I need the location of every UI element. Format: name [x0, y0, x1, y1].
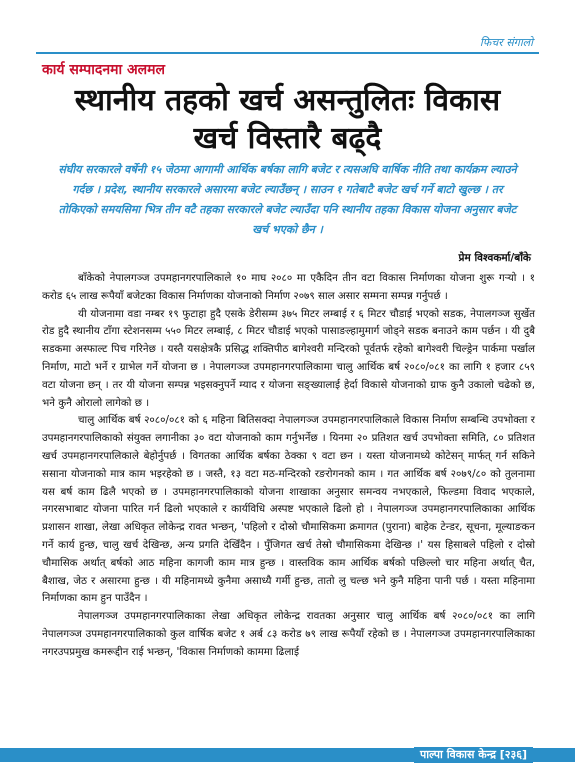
headline-line-1: स्थानीय तहको खर्च असन्तुलितः विकास	[74, 83, 501, 118]
paragraph-3: चालु आर्थिक बर्ष २०८०/०८१ को ६ महिना बितिसक्दा नेपालगञ्ज उपमहानगरपालिकाले विकास निर्माण सम्बन्धि उपभोक्ता र उपमहानगरपालिकाको संयुक्त लगानीका ३० वटा योजनाको काम गर्नुभर्नेछ । यिनमा २० प्रतिशत खर्च उपभोक्ता समिति, ८० प्रतिशत खर्च उपमहानगरपालिकाले बेहोर्नुपर्छ । विगतका आर्थिक बर्षका ठेक्का ९ वटा छन । यस्ता योजनामध्ये कोटेसन् मार्फत् गर्न सकिने ससाना योजनाको मात्र काम भइरहेको छ । जस्तै, १३ वटा मठ-मन्दिरको रङरोगनको काम । गत आर्थिक बर्ष २०७९/८० को तुलनामा यस बर्ष काम ढिलै भएको छ । उपमहानगरपालिकाको योजना शाखाका अनुसार समन्वय नभएकाले, फिल्डमा विवाद भएकाले, नगरसभाबाट योजना पारित गर्न ढिलो भएकाले र कार्यविधि अस्पष्ट भएकाले ढिलो हो । नेपालगञ्ज उपमहानगरपालिकाका आर्थिक प्रशासन शाखा, लेखा अधिकृत लोकेन्द्र रावत भन्छन्, 'पहिलो र दोस्रो चौमासिकमा क्रमागत (पुराना) बाहेक टेन्डर, सूचना, मूल्याङकन गर्ने कार्य हुन्छ, चालु खर्च देखिन्छ, अन्य प्रगति देखिँदैन । पुँजिगत खर्च तेस्रो चौमासिकमा देखिन्छ ।' यस हिसाबले पहिलो र दोस्रो चौमासिक अर्थात् बर्षको आठ महिना कागजी काम मात्र हुन्छ । वास्तविक काम आर्थिक बर्षको पछिल्लो चार महिना अर्थात् चैत, बैशाख, जेठ र असारमा हुन्छ । यी महिनामध्ये कुनैमा असाध्यै गर्मी हुन्छ, तातो लु चल्छ भने कुनै महिना पानी पर्छ । यस्ता महिनामा निर्माणका काम हुन पाउँदैन ।	[42, 414, 535, 605]
paragraph-1: बाँकेको नेपालगञ्ज उपमहानगरपालिकाले १० माघ २०८० मा एकैदिन तीन वटा विकास निर्माणका योजना शुरू गर्‍यो । १ करोड ६५ लाख रूपैयाँ बजेटका विकास निर्माणका योजनाको निर्माण २०७९ साल असार सम्मना सम्पन्न गर्नुपर्छ ।	[42, 272, 535, 302]
kicker: कार्य सम्पादनमा अलमल	[42, 62, 166, 78]
section-label: फिचर संगालो	[479, 36, 533, 49]
headline-line-2: खर्च विस्तारै बढ्दै	[193, 121, 382, 156]
article-body	[42, 270, 535, 662]
article-deck: संघीय सरकारले वर्षेनी १५ जेठमा आगामी आर्थिक बर्षका लागि बजेट र त्यसअघि वार्षिक नीति तथा कार्यक्रम ल्याउने गर्दछ । प्रदेश, स्थानीय सरकारले असारमा बजेट ल्याउँछन् । साउन १ गतेबाटै बजेट खर्च गर्ने बाटो खुल्छ । तर तोकिएको समयसिमा भित्र तीन वटै तहका सरकारले बजेट ल्याउँदा पनि स्थानीय तहका विकास योजना अनुसार बजेट खर्च भएको छैन ।	[58, 163, 517, 236]
paragraph-2: यी योजनामा वडा नम्बर १९ फुटाहा हुदै एसके डेरीसम्म ३७५ मिटर लम्बाई र ६ मिटर चौडाई भएको सडक, नेपालगञ्ज सुर्खेत रोड हुदै स्थानीय टाँगा स्टेशनसम्म ५५० मिटर लम्बाई, ८ मिटर चौडाई भएको पासाङल्हामुमार्ग जोड्ने सडक बनाउने काम पर्छन । यी दुबै सडकमा अस्फाल्ट पिच गरिनेछ । यस्तै यसक्षेत्रकै प्रसिद्ध शक्तिपीठ बागेश्वरी मन्दिरको पूर्वतर्फ रहेको बागेश्वरी चिल्ड्रेन पार्कमा पर्खाल निर्माण, माटो भर्ने र ग्राभेल गर्ने योजना छ । नेपालगञ्ज उपमहानगरपालिकामा चालु आर्थिक बर्ष २०८०/०८१ का लागि १ हजार ८५९ वटा योजना छन् । तर यी योजना सम्पन्न भइसक्नुपर्ने म्याद र योजना सङ्ख्यालाई हेर्दा विकासे योजनाको ग्राफ कुनै उकालो चढेको छ, भने कुनै ओरालो लागेको छ ।	[42, 307, 535, 409]
paragraph-4: नेपालगञ्ज उपमहानगरपालिकाका लेखा अधिकृत लोकेन्द्र रावतका अनुसार चालु आर्थिक बर्ष २०८०/०८१ का लागि नेपालगञ्ज उपमहानगरपालिकाको कुल वार्षिक बजेट १ अर्ब ८३ करोड ७९ लाख रूपैयाँ रहेको छ । नेपालगञ्ज उपमहानगरपालिकाका नगरउपप्रमुख कमरूद्दीन राई भन्छन्, 'विकास निर्माणको काममा ढिलाई	[42, 610, 535, 658]
footer-page-label: पाल्पा विकास केन्द्र [२३६]	[414, 747, 533, 763]
byline: प्रेम विश्वकर्मा/बाँके	[458, 252, 531, 264]
header-divider	[36, 52, 539, 54]
